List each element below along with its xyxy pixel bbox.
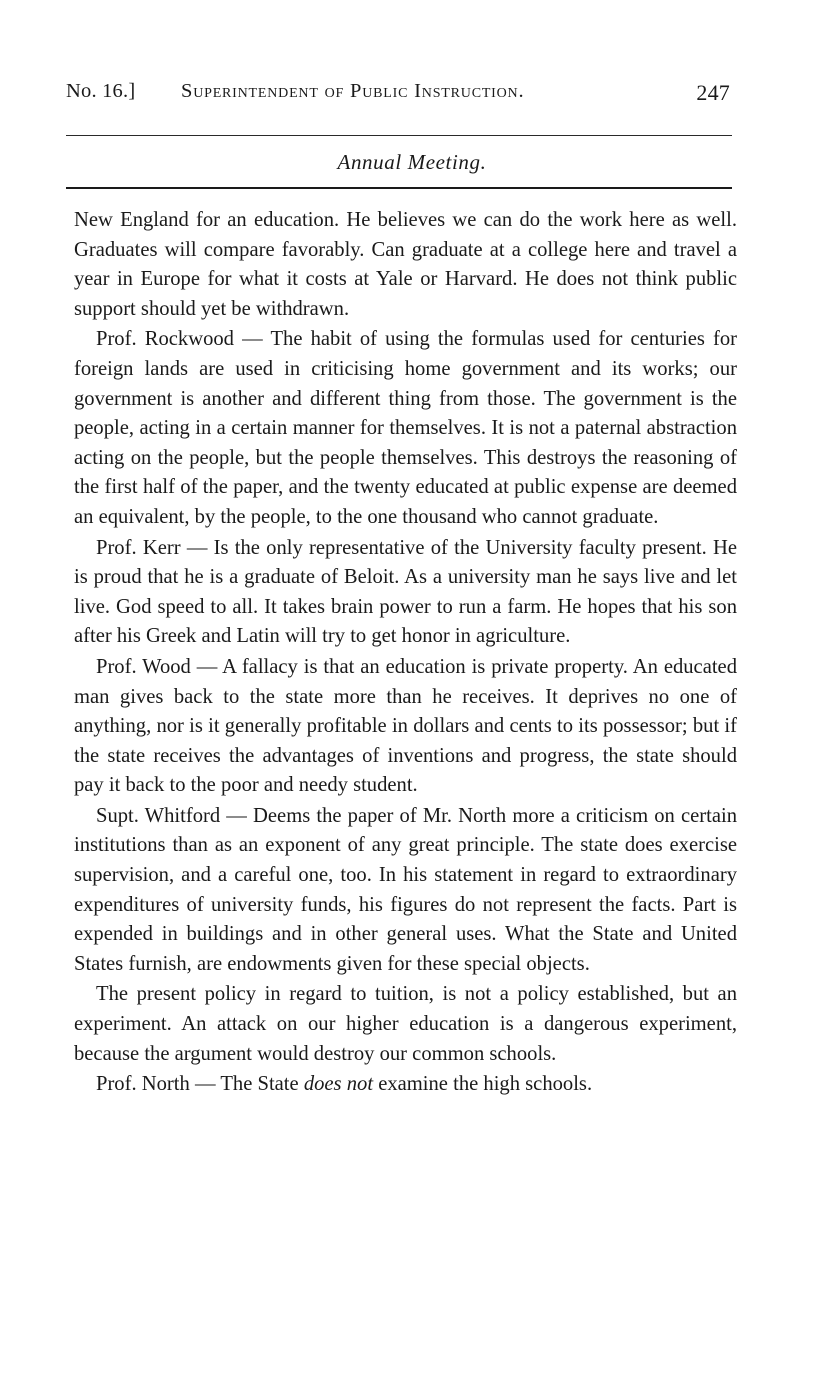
page-number: 247 [696, 80, 730, 105]
paragraph-last [74, 1070, 737, 1100]
paragraph: New England for an education. He believes we can do the work here as well. Graduates will compare favorably. Can graduate at a college here and travel a year in Europe for what it costs at Yale or Harvard. He does not think public support should yet be withdrawn. [74, 209, 737, 320]
section-title: Annual Meeting. [337, 150, 487, 174]
title-rule [66, 187, 732, 189]
paragraph: Prof. Rockwood — The habit of using the formulas used for centuries for foreign lands are used in criticising home government and its works; our government is another and different thing from those. The government is the people, acting in a certain manner for themselves. It is not a paternal abstraction acting on the people, but the people themselves. This destroys the reasoning of the first half of the paper, and the twenty educated at public expense are deemed an equivalent, by the people, to the one thousand who cannot graduate. [74, 328, 737, 528]
running-title: Superintendent of Public Instruction. [181, 80, 525, 102]
paragraph: Prof. Kerr — Is the only representative of the University faculty present. He is proud that he is a graduate of Beloit. As a university man he says live and let live. God speed to all. It takes brain power to run a farm. He hopes that his son after his Greek and Latin will try to get honor in agriculture. [74, 536, 737, 648]
paragraph: Prof. Wood — A fallacy is that an education is private property. An educated man gives back to the state more than he receives. It deprives no one of anything, nor is it generally profitable in dollars and cents to its possessor; but if the state receives the advantages of inventions and progress, the state should pay it back to the poor and needy student. [74, 655, 737, 797]
paragraph: The present policy in regard to tuition, is not a policy established, but an experiment. An attack on our higher education is a dangerous experiment, because the argument would destroy our common schools. [74, 983, 737, 1065]
running-head [66, 80, 730, 110]
body-text [74, 206, 737, 1100]
document-number: No. 16.] [66, 80, 136, 102]
header-rule [66, 135, 732, 136]
last-paragraph-end: examine the high schools. [373, 1073, 593, 1096]
paragraph: Supt. Whitford — Deems the paper of Mr. North more a criticism on certain institutions than as an exponent of any great principle. The state does exercise supervision, and a careful one, too. In his statement in regard to extraordinary expenditures of university funds, his figures do not represent the facts. Part is expended in buildings and in other general uses. What the State and United States furnish, are endowments given for these special objects. [74, 804, 737, 975]
last-paragraph-start: Prof. North — The State [96, 1073, 304, 1096]
emphasis-text: does not [303, 1073, 374, 1096]
